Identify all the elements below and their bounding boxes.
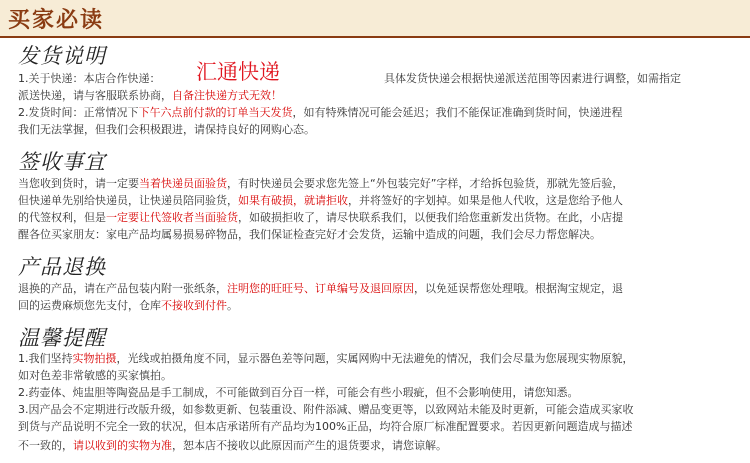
returns-line-2: 回的运费麻烦您先支付，仓库不接收到付件。	[18, 299, 238, 312]
shipping-line-4: 我们无法掌握，但我们会积极跟进，请保持良好的网购心态。	[18, 123, 315, 136]
receipt-line-4: 醒各位买家朋友：家电产品均属易损易碎物品，我们保证检查完好才会发货，运输中造成的问题，我们会尽力帮您解决。	[18, 228, 601, 241]
reminder-line-5: 到货与产品说明不完全一致的状况，但本店承诺所有产品均为100%正品，均符合原厂标准配置要求。若因更新问题造成与描述	[18, 420, 633, 433]
receipt-line-2: 但快递单先别给快递员，让快递员陪同验货，如果有破损，就请拒收，并将签好的字划掉。如果是他人代收，这是您给予他人	[18, 194, 623, 207]
reminder-line-6: 不一致的，请以收到的实物为准，恕本店不接收以此原因而产生的退货要求，请您谅解。	[18, 439, 447, 452]
shipping-line-1-right: 具体发货快递会根据快递派送范围等因素进行调整，如需指定	[384, 72, 681, 85]
section-heading-returns: 产品退换	[18, 255, 106, 279]
page-title: 买家必读	[8, 7, 105, 33]
returns-line-1: 退换的产品，请在产品包装内附一张纸条，注明您的旺旺号、订单编号及退回原因，以免延误帮您处理哦。根据淘宝规定，退	[18, 282, 623, 295]
reminder-line-2: 如对色差非常敏感的买家慎拍。	[18, 369, 172, 382]
reminder-line-1: 1.我们坚持实物拍摄，光线或拍摄角度不同，显示器色差等问题，实属网购中无法避免的情况，我们会尽量为您展现实物原貌，	[18, 352, 634, 365]
title-bar	[0, 0, 750, 38]
section-heading-reminder: 温馨提醒	[18, 326, 106, 350]
reminder-line-4: 3.因产品会不定期进行改版升级，如参数更新、包装重设、附件添减、赠品变更等，以致网站未能及时更新，可能会造成买家收	[18, 403, 634, 416]
receipt-line-3: 的代签权利，但是一定要让代签收者当面验货，如破损拒收了，请尽快联系我们，以便我们给您重新发出货物。在此，小店提	[18, 211, 623, 224]
courier-brand: 汇通快递	[196, 60, 280, 84]
section-heading-receipt: 签收事宜	[18, 150, 106, 174]
shipping-line-3: 2.发货时间：正常情况下下午六点前付款的订单当天发货，如有特殊情况可能会延迟；我们不能保证准确到货时间，快递进程	[18, 106, 623, 119]
receipt-line-1: 当您收到货时，请一定要当着快递员面验货，有时快递员会要求您先签上“外包装完好”字样，才给拆包验货，那就先签后验，	[18, 177, 624, 190]
shipping-line-1: 1.关于快递：本店合作快递：	[18, 72, 161, 85]
section-heading-shipping: 发货说明	[18, 44, 106, 68]
reminder-line-3: 2.药壶体、炖盅胆等陶瓷品是手工制成，不可能做到百分百一样，可能会有些小瑕疵，但不会影响使用，请您知悉。	[18, 386, 579, 399]
shipping-line-2: 派送快递，请与客服联系协商，自备注快递方式无效！	[18, 89, 282, 102]
